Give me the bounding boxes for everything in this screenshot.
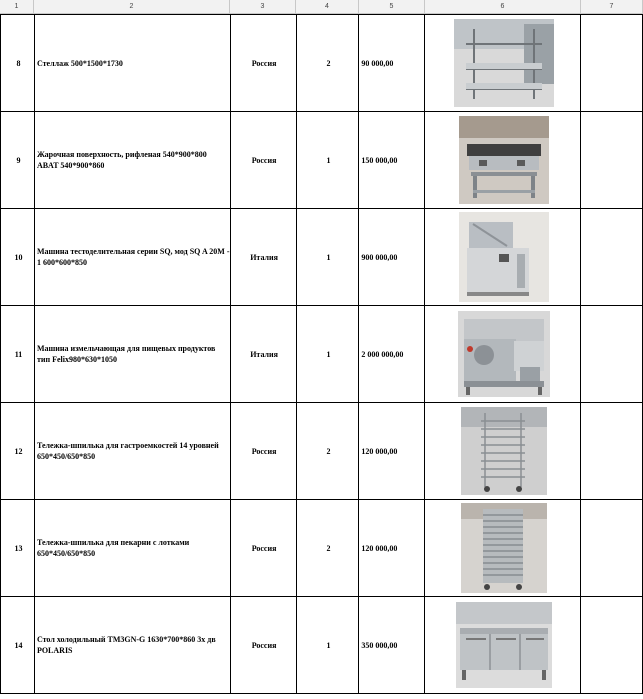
photo-cell[interactable] <box>425 112 581 209</box>
refrigerated-table-photo <box>456 602 552 688</box>
item-name-cell[interactable]: Тележка-шпилька для пекарни с лотками 650*450/650*850 <box>34 500 230 597</box>
table-row <box>1 15 643 112</box>
row-number-cell[interactable]: 9 <box>1 112 35 209</box>
price-cell[interactable]: 900 000,00 <box>359 209 425 306</box>
column-header[interactable]: 5 <box>359 0 425 13</box>
quantity-cell[interactable]: 1 <box>296 209 359 306</box>
row-number-cell[interactable]: 12 <box>1 403 35 500</box>
row-number-cell[interactable]: 11 <box>1 306 35 403</box>
column-header[interactable]: 4 <box>296 0 359 13</box>
empty-cell[interactable] <box>581 597 643 694</box>
shelf-photo <box>454 19 554 107</box>
item-name-cell[interactable]: Стеллаж 500*1500*1730 <box>34 15 230 112</box>
price-cell[interactable]: 150 000,00 <box>359 112 425 209</box>
bakery-trolley-photo <box>461 503 547 593</box>
photo-cell[interactable] <box>425 403 581 500</box>
price-cell[interactable]: 2 000 000,00 <box>359 306 425 403</box>
country-cell[interactable]: Россия <box>230 403 296 500</box>
item-name-cell[interactable]: Машина тестоделительная серии SQ, мод SQ A 20M - 1 600*600*850 <box>34 209 230 306</box>
column-header[interactable]: 6 <box>425 0 581 13</box>
item-name-cell[interactable]: Машина измельчающая для пищевых продуктов тип Felix980*630*1050 <box>34 306 230 403</box>
photo-cell[interactable] <box>425 306 581 403</box>
country-cell[interactable]: Россия <box>230 15 296 112</box>
column-header[interactable]: 7 <box>581 0 643 13</box>
food-processor-photo <box>458 311 550 397</box>
column-header[interactable]: 2 <box>34 0 230 13</box>
item-name-cell[interactable]: Стол холодильный TM3GN-G 1630*700*860 3х дв POLARIS <box>34 597 230 694</box>
photo-cell[interactable] <box>425 597 581 694</box>
column-header[interactable]: 1 <box>0 0 34 13</box>
empty-cell[interactable] <box>581 500 643 597</box>
quantity-cell[interactable]: 2 <box>296 403 359 500</box>
quantity-cell[interactable]: 1 <box>296 597 359 694</box>
photo-cell[interactable] <box>425 15 581 112</box>
price-cell[interactable]: 120 000,00 <box>359 403 425 500</box>
dough-divider-photo <box>459 212 549 302</box>
item-name-cell[interactable]: Жарочная поверхность, рифленая 540*900*800 ABAT 540*900*860 <box>34 112 230 209</box>
table-row <box>1 209 643 306</box>
item-name-cell[interactable]: Тележка-шпилька для гастроемкостей 14 уровней 650*450/650*850 <box>34 403 230 500</box>
table-row <box>1 306 643 403</box>
table-row <box>1 500 643 597</box>
empty-cell[interactable] <box>581 403 643 500</box>
griddle-photo <box>459 116 549 204</box>
quantity-cell[interactable]: 2 <box>296 500 359 597</box>
table-row <box>1 112 643 209</box>
empty-cell[interactable] <box>581 15 643 112</box>
price-cell[interactable]: 90 000,00 <box>359 15 425 112</box>
country-cell[interactable]: Италия <box>230 306 296 403</box>
country-cell[interactable]: Россия <box>230 500 296 597</box>
photo-cell[interactable] <box>425 500 581 597</box>
row-number-cell[interactable]: 10 <box>1 209 35 306</box>
row-number-cell[interactable]: 8 <box>1 15 35 112</box>
equipment-table <box>0 14 643 694</box>
empty-cell[interactable] <box>581 112 643 209</box>
price-cell[interactable]: 120 000,00 <box>359 500 425 597</box>
row-number-cell[interactable]: 13 <box>1 500 35 597</box>
table-row <box>1 403 643 500</box>
gastro-trolley-photo <box>461 407 547 495</box>
country-cell[interactable]: Россия <box>230 112 296 209</box>
empty-cell[interactable] <box>581 306 643 403</box>
row-number-cell[interactable]: 14 <box>1 597 35 694</box>
table-row <box>1 597 643 694</box>
price-cell[interactable]: 350 000,00 <box>359 597 425 694</box>
photo-cell[interactable] <box>425 209 581 306</box>
quantity-cell[interactable]: 1 <box>296 306 359 403</box>
column-header[interactable]: 3 <box>230 0 296 13</box>
empty-cell[interactable] <box>581 209 643 306</box>
quantity-cell[interactable]: 1 <box>296 112 359 209</box>
country-cell[interactable]: Россия <box>230 597 296 694</box>
country-cell[interactable]: Италия <box>230 209 296 306</box>
quantity-cell[interactable]: 2 <box>296 15 359 112</box>
column-header-strip <box>0 0 643 14</box>
